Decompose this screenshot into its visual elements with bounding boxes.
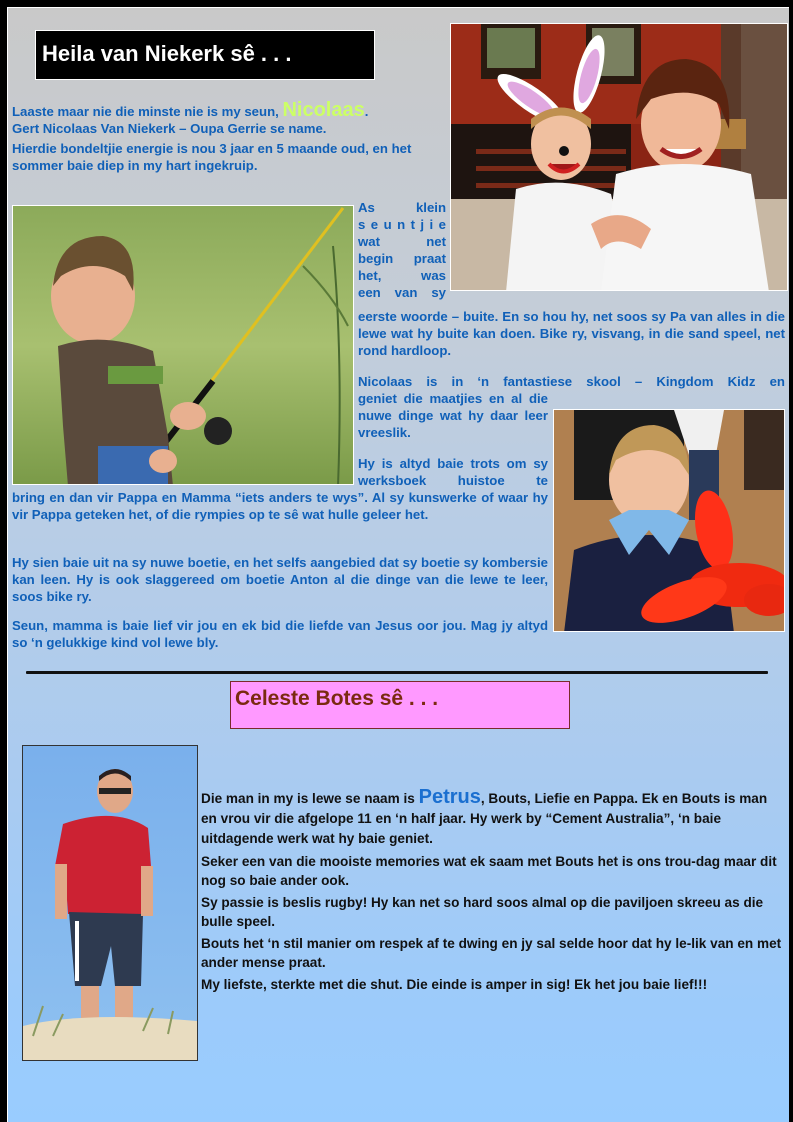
petrus-para-after: , Bouts, Liefie en Pappa. Ek en Bouts is man en vrou vir die afgelope 11 en ‘n half jaar. Hy werk by “Cement Australia”, ‘n baie uitdagende werk wat hy baie geniet. <box>201 791 768 846</box>
proud-wide: bring en dan vir Pappa en Mamma “iets anders te wys”. Al sy kunswerke of waar hy vir Pappa geteken het, of die rympies op te sê wat hulle geleer het. <box>12 490 548 522</box>
memories-paragraph: Seker een van die mooiste memories wat ek saam met Bouts het is ons trou-dag maar dit nog so baie ander ook. <box>201 854 777 888</box>
energy-paragraph: Hierdie bondeltjie energie is nou 3 jaar en 5 maande oud, en het sommer baie diep in my hart ingekruip. <box>12 141 412 173</box>
closing-love-paragraph: My liefste, sterkte met die shut. Die einde is amper in sig! Ek het jou baie lief!!! <box>201 977 708 992</box>
photo-mother-son-bunny <box>450 23 788 291</box>
section-title-heila: Heila van Niekerk sê . . . <box>35 30 375 80</box>
section-title-celeste: Celeste Botes sê . . . <box>230 681 570 729</box>
school-top-line: Nicolaas is in ‘n fantastiese skool – Kingdom Kidz en <box>358 374 785 389</box>
bunny-photo-image <box>451 24 788 291</box>
photo-boy-balloon <box>553 409 785 632</box>
intro-line1-after: . <box>364 104 369 119</box>
photo-boy-fishing <box>12 205 354 485</box>
proud-narrow: Hy is altyd baie trots om sy werksboek huistoe te <box>358 456 548 488</box>
first-words-line: s e u n t j i e <box>358 217 446 232</box>
first-words-line: een van sy <box>358 285 446 300</box>
closing-paragraph: Seun, mamma is baie lief vir jou en ek bid die liefde van Jesus oor jou. Mag jy altyd so ‘n gelukkige kind vol lewe bly. <box>12 618 548 650</box>
first-words-line: As klein <box>358 200 446 215</box>
name-highlight-petrus: Petrus <box>418 786 481 808</box>
balloon-photo-image <box>554 410 785 632</box>
first-words-line: wat net <box>358 234 446 249</box>
fishing-photo-image <box>13 206 354 485</box>
newsletter-page <box>7 7 789 1122</box>
respect-paragraph: Bouts het ‘n stil manier om respek af te dwing en jy sal selde hoor dat hy le-lik van en met ander mense praat. <box>201 936 782 970</box>
intro-line2: Gert Nicolaas Van Niekerk – Oupa Gerrie se name. <box>12 121 327 136</box>
first-words-line: begin praat <box>358 251 446 266</box>
rugby-paragraph: Sy passie is beslis rugby! Hy kan net so hard soos almal op die paviljoen skreeu as die bulle speel. <box>201 895 764 929</box>
first-words-line: het, was <box>358 268 446 283</box>
petrus-para-before: Die man in my is lewe se naam is <box>201 791 419 806</box>
celeste-text-column <box>201 787 786 994</box>
school-narrow: geniet die maatjies en al die nuwe dinge wat hy daar leer vreeslik. <box>358 391 548 440</box>
first-words-wide: eerste woorde – buite. En so hou hy, net soos sy Pa van alles in die lewe wat hy buite kan doen. Bike ry, visvang, in die sand speel, net rond hardloop. <box>358 309 785 358</box>
boetie-paragraph: Hy sien baie uit na sy nuwe boetie, en het selfs aangebied dat sy boetie sy kombersie kan leen. Hy is ook slaggereed om boetie Anton al die dinge van die lewe te leer, soos bike ry. <box>12 555 548 604</box>
first-words-narrow <box>358 199 446 301</box>
name-highlight-nicolaas: Nicolaas <box>282 99 365 121</box>
section-divider <box>26 671 768 674</box>
photo-man-dune <box>22 745 198 1061</box>
man-photo-image <box>23 746 197 1060</box>
intro-line1-before: Laaste maar nie die minste nie is my seun, <box>12 104 283 119</box>
intro-paragraph <box>12 99 452 174</box>
